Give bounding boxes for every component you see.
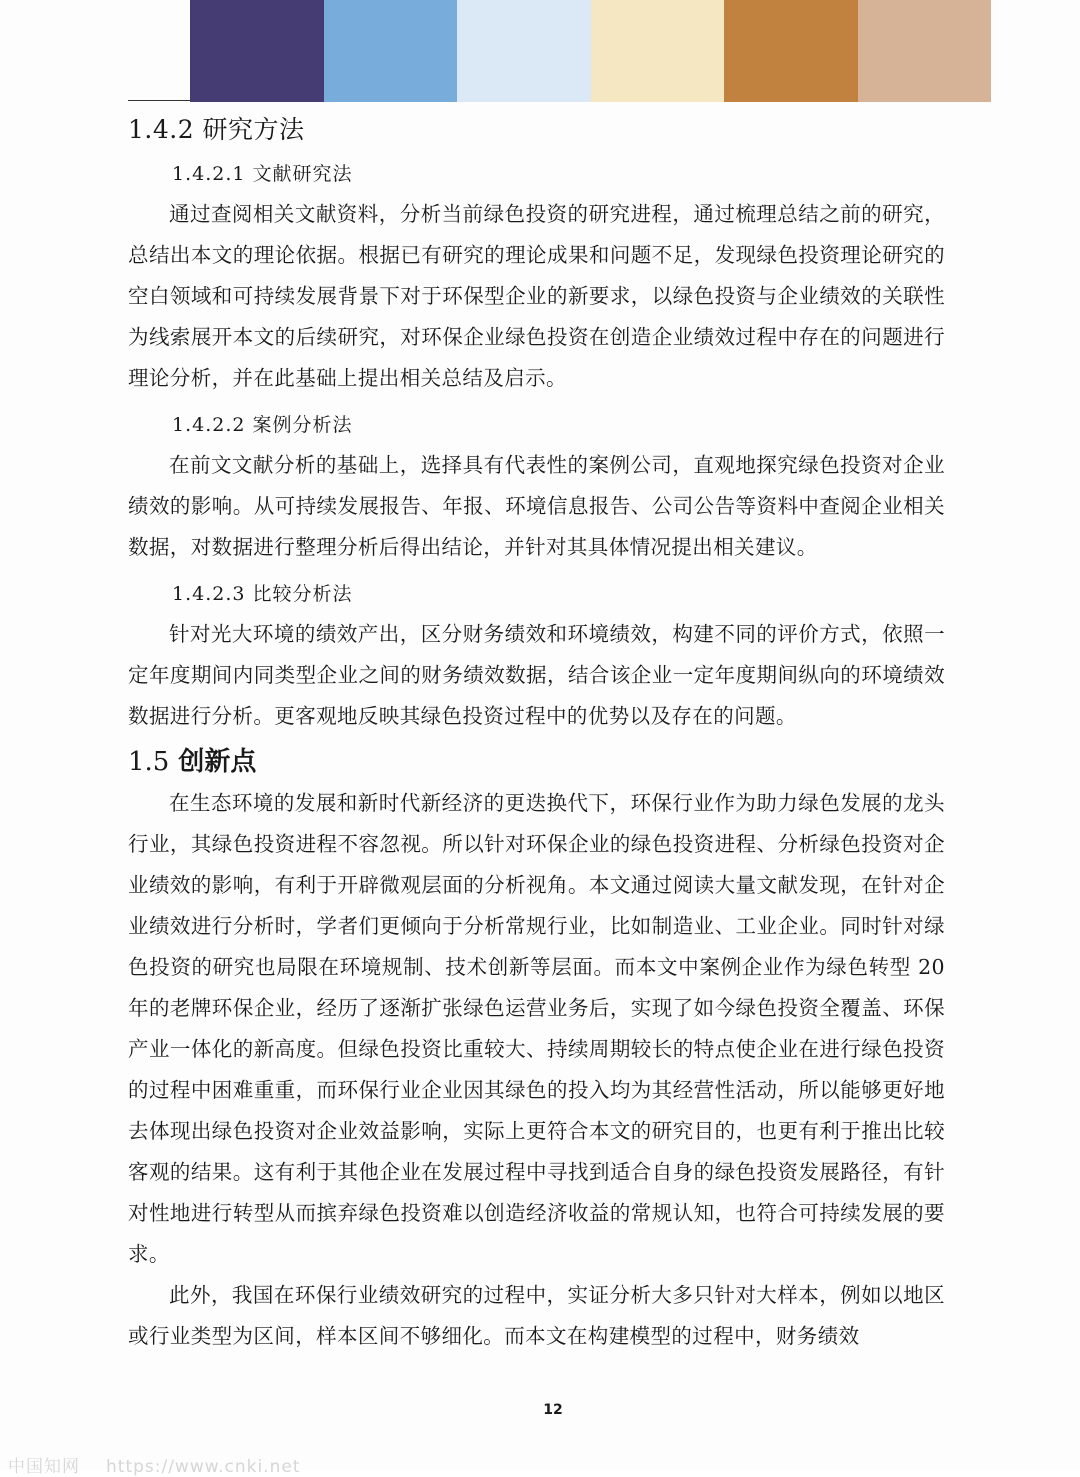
watermark-url: https://www.cnki.net	[106, 1457, 301, 1477]
palette-swatch	[858, 0, 992, 102]
paragraph-innovation-2: 此外，我国在环保行业绩效研究的过程中，实证分析大多只针对大样本，例如以地区或行业类型为区间，样本区间不够细化。而本文在构建模型的过程中，财务绩效	[128, 1283, 945, 1348]
palette-swatch	[724, 0, 858, 102]
page-number: 12	[543, 1402, 563, 1418]
paragraph-case-study: 在前文文献分析的基础上，选择具有代表性的案例公司，直观地探究绿色投资对企业绩效的影响。从可持续发展报告、年报、环境信息报告、公司公告等资料中查阅企业相关数据，对数据进行整理分析后得出结论，并针对其具体情况提出相关建议。	[128, 453, 945, 559]
palette-swatch	[457, 0, 591, 102]
section-number: 1.5	[128, 747, 170, 777]
header-rule	[128, 100, 190, 101]
palette-swatch	[591, 0, 725, 102]
paragraph-literature: 通过查阅相关文献资料，分析当前绿色投资的研究进程，通过梳理总结之前的研究，总结出本文的理论依据。根据已有研究的理论成果和问题不足，发现绿色投资理论研究的空白领域和可持续发展背景下对于环保型企业的新要求，以绿色投资与企业绩效的关联性为线索展开本文的后续研究，对环保企业绿色投资在创造企业绩效过程中存在的问题进行理论分析，并在此基础上提出相关总结及启示。	[128, 202, 945, 390]
palette-swatch	[324, 0, 458, 102]
subsection-heading-case-study: 1.4.2.2 案例分析法	[172, 414, 353, 436]
section-heading-innovation	[128, 743, 945, 781]
section-heading-research-methods: 1.4.2 研究方法	[128, 115, 305, 144]
color-palette-banner	[190, 0, 991, 102]
section-title: 创新点	[178, 747, 257, 777]
subsection-heading-literature: 1.4.2.1 文献研究法	[172, 163, 353, 185]
subsection-heading-comparative: 1.4.2.3 比较分析法	[172, 583, 353, 605]
page-content	[128, 112, 945, 1357]
watermark-brand: 中国知网	[8, 1457, 80, 1477]
paragraph-comparative: 针对光大环境的绩效产出，区分财务绩效和环境绩效，构建不同的评价方式，依照一定年度期间内同类型企业之间的财务绩效数据，结合该企业一定年度期间纵向的环境绩效数据进行分析。更客观地反映其绿色投资过程中的优势以及存在的问题。	[128, 622, 945, 728]
paragraph-innovation-1: 在生态环境的发展和新时代新经济的更迭换代下，环保行业作为助力绿色发展的龙头行业，其绿色投资进程不容忽视。所以针对环保企业的绿色投资进程、分析绿色投资对企业绩效的影响，有利于开辟微观层面的分析视角。本文通过阅读大量文献发现，在针对企业绩效进行分析时，学者们更倾向于分析常规行业，比如制造业、工业企业。同时针对绿色投资的研究也局限在环境规制、技术创新等层面。而本文中案例企业作为绿色转型 20 年的老牌环保企业，经历了逐渐扩张绿色运营业务后，实现了如今绿色投资全覆盖、环保产业一体化的新高度。但绿色投资比重较大、持续周期较长的特点使企业在进行绿色投资的过程中困难重重，而环保行业企业因其绿色的投入均为其经营性活动，所以能够更好地去体现出绿色投资对企业效益影响，实际上更符合本文的研究目的，也更有利于推出比较客观的结果。这有利于其他企业在发展过程中寻找到适合自身的绿色投资发展路径，有针对性地进行转型从而摈弃绿色投资难以创造经济收益的常规认知，也符合可持续发展的要求。	[128, 791, 945, 1266]
cnki-watermark	[8, 1452, 326, 1477]
palette-swatch	[190, 0, 324, 102]
